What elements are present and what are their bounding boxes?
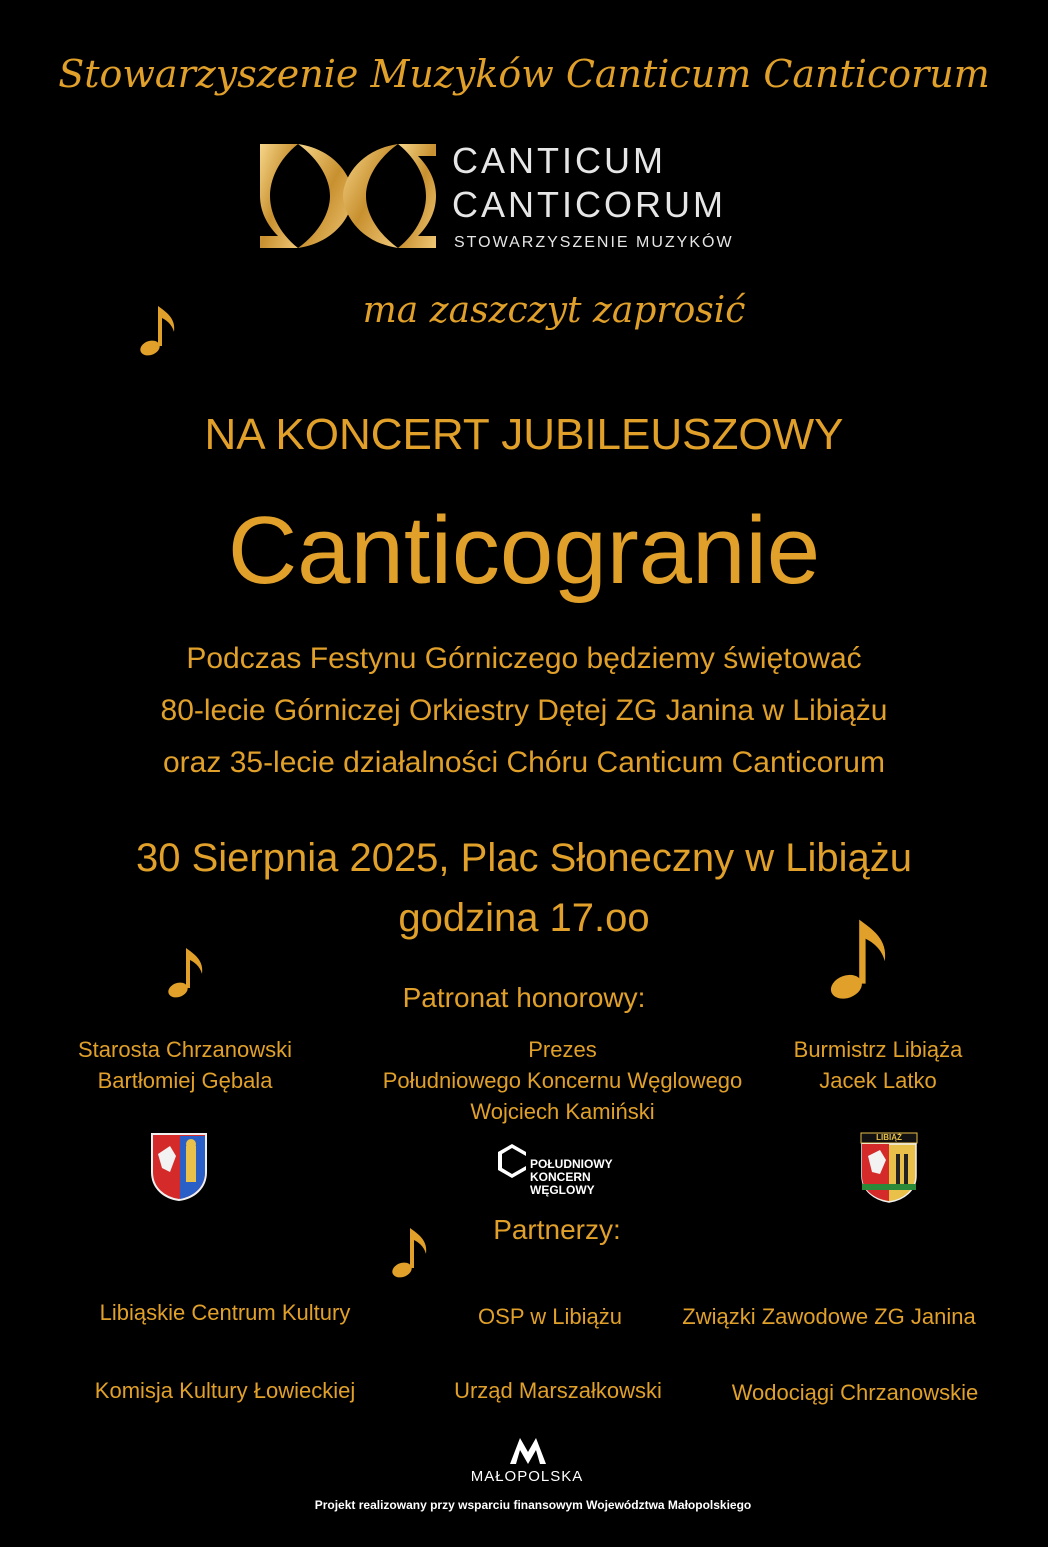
concert-time: godzina 17.oo xyxy=(398,896,650,940)
invite-text: ma zaszczyt zaprosić xyxy=(362,290,746,331)
cc-monogram-icon xyxy=(258,140,438,252)
pkw-logo-line: WĘGLOWY xyxy=(530,1183,595,1197)
partner-item: Wodociągi Chrzanowskie xyxy=(731,1380,979,1405)
concert-title: Canticogranie xyxy=(227,497,821,604)
patron-right xyxy=(758,1034,998,1096)
partner-item: Związki Zawodowe ZG Janina xyxy=(682,1304,976,1329)
funding-note: Projekt realizowany przy wsparciu finansowym Województwa Małopolskiego xyxy=(314,1498,752,1512)
pkw-logo xyxy=(494,1142,644,1202)
partner-item: Libiąskie Centrum Kultury xyxy=(99,1300,351,1325)
malopolska-logo-icon xyxy=(508,1436,548,1466)
partner-item: Urząd Marszałkowski xyxy=(454,1378,662,1403)
partners-heading: Partnerzy: xyxy=(493,1214,621,1245)
logo-line3: STOWARZYSZENIE MUZYKÓW xyxy=(454,234,734,251)
chrzanow-coat-of-arms-icon xyxy=(150,1132,208,1202)
patron-name: Jacek Latko xyxy=(819,1068,937,1093)
description-line: oraz 35-lecie działalności Chóru Canticum Canticorum xyxy=(163,746,885,779)
music-note-icon xyxy=(136,300,186,360)
pkw-logo-line: POŁUDNIOWY xyxy=(530,1157,613,1171)
libiaz-crest-text: LIBIĄŻ xyxy=(876,1133,902,1142)
description-line: Podczas Festynu Górniczego będziemy świętować xyxy=(186,642,862,675)
patron-title: Prezes xyxy=(528,1037,597,1062)
pkw-mark-icon xyxy=(494,1142,528,1182)
patron-name: Bartłomiej Gębala xyxy=(97,1068,273,1093)
association-name: Stowarzyszenie Muzyków Canticum Canticorum xyxy=(58,52,990,96)
patron-left xyxy=(40,1034,330,1096)
patron-company: Południowego Koncernu Węglowego xyxy=(382,1068,743,1093)
partner-item: Komisja Kultury Łowieckiej xyxy=(94,1378,356,1403)
patron-title: Starosta Chrzanowski xyxy=(78,1037,292,1062)
logo-line2: CANTICORUM xyxy=(452,184,726,225)
concert-type: NA KONCERT JUBILEUSZOWY xyxy=(204,410,844,459)
date-place: 30 Sierpnia 2025, Plac Słoneczny w Libiążu xyxy=(135,836,913,880)
malopolska-label: MAŁOPOLSKA xyxy=(470,1468,584,1485)
canticum-logo xyxy=(258,140,798,260)
logo-line1: CANTICUM xyxy=(452,140,666,181)
partner-item: OSP w Libiążu xyxy=(478,1304,622,1329)
pkw-logo-line: KONCERN xyxy=(530,1170,591,1184)
patron-center xyxy=(340,1034,785,1127)
patron-title: Burmistrz Libiąża xyxy=(793,1037,963,1062)
libiaz-coat-of-arms xyxy=(860,1132,918,1204)
patronage-heading: Patronat honorowy: xyxy=(402,982,646,1013)
patron-name: Wojciech Kamiński xyxy=(470,1099,655,1124)
description-line: 80-lecie Górniczej Orkiestry Dętej ZG Janina w Libiążu xyxy=(160,694,888,727)
